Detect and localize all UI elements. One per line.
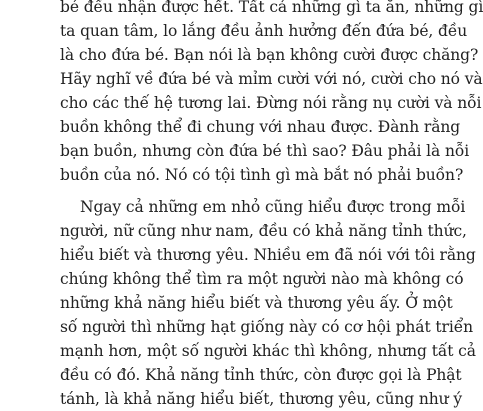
- text-line: tánh, là khả năng hiểu biết, thương yêu, cũng như ý: [60, 390, 463, 408]
- text-line: bé đều nhận được hết. Tất cả những gì ta ăn, những gì: [60, 0, 483, 16]
- text-line: cho các thế hệ tương lai. Đừng nói rằng nụ cười và nỗi: [60, 94, 482, 112]
- text-line: là cho đứa bé. Bạn nói là bạn không cười được chăng?: [60, 46, 479, 64]
- text-line: hiểu biết và thương yêu. Nhiều em đã nói với tôi rằng: [60, 246, 476, 264]
- text-line: đều có đó. Khả năng tỉnh thức, còn được gọi là Phật: [60, 366, 462, 384]
- text-line: người, nữ cũng như nam, đều có khả năng tỉnh thức,: [60, 222, 467, 240]
- text-line: Ngay cả những em nhỏ cũng hiểu được trong mỗi: [80, 198, 466, 216]
- text-line: bạn buồn, nhưng còn đứa bé thì sao? Đâu phải là nỗi: [60, 142, 470, 160]
- text-line: ta quan tâm, lo lắng đều ảnh hưởng đến đứa bé, đều: [60, 22, 468, 40]
- text-line: những khả năng hiểu biết và thương yêu ấy. Ở một: [60, 294, 453, 312]
- text-line: Hãy nghĩ về đứa bé và mỉm cười với nó, cười cho nó và: [60, 70, 483, 88]
- text-line: buồn không thể đi chung với nhau được. Đành rằng: [60, 118, 461, 136]
- text-line: mạnh hơn, một số người khác thì không, nhưng tất cả: [60, 342, 476, 360]
- text-line: chúng không thể tìm ra một người nào mà không có: [60, 270, 464, 288]
- text-line: số người thì những hạt giống này có cơ hội phát triển: [60, 318, 474, 336]
- text-line: buồn của nó. Nó có tội tình gì mà bắt nó phải buồn?: [60, 166, 464, 184]
